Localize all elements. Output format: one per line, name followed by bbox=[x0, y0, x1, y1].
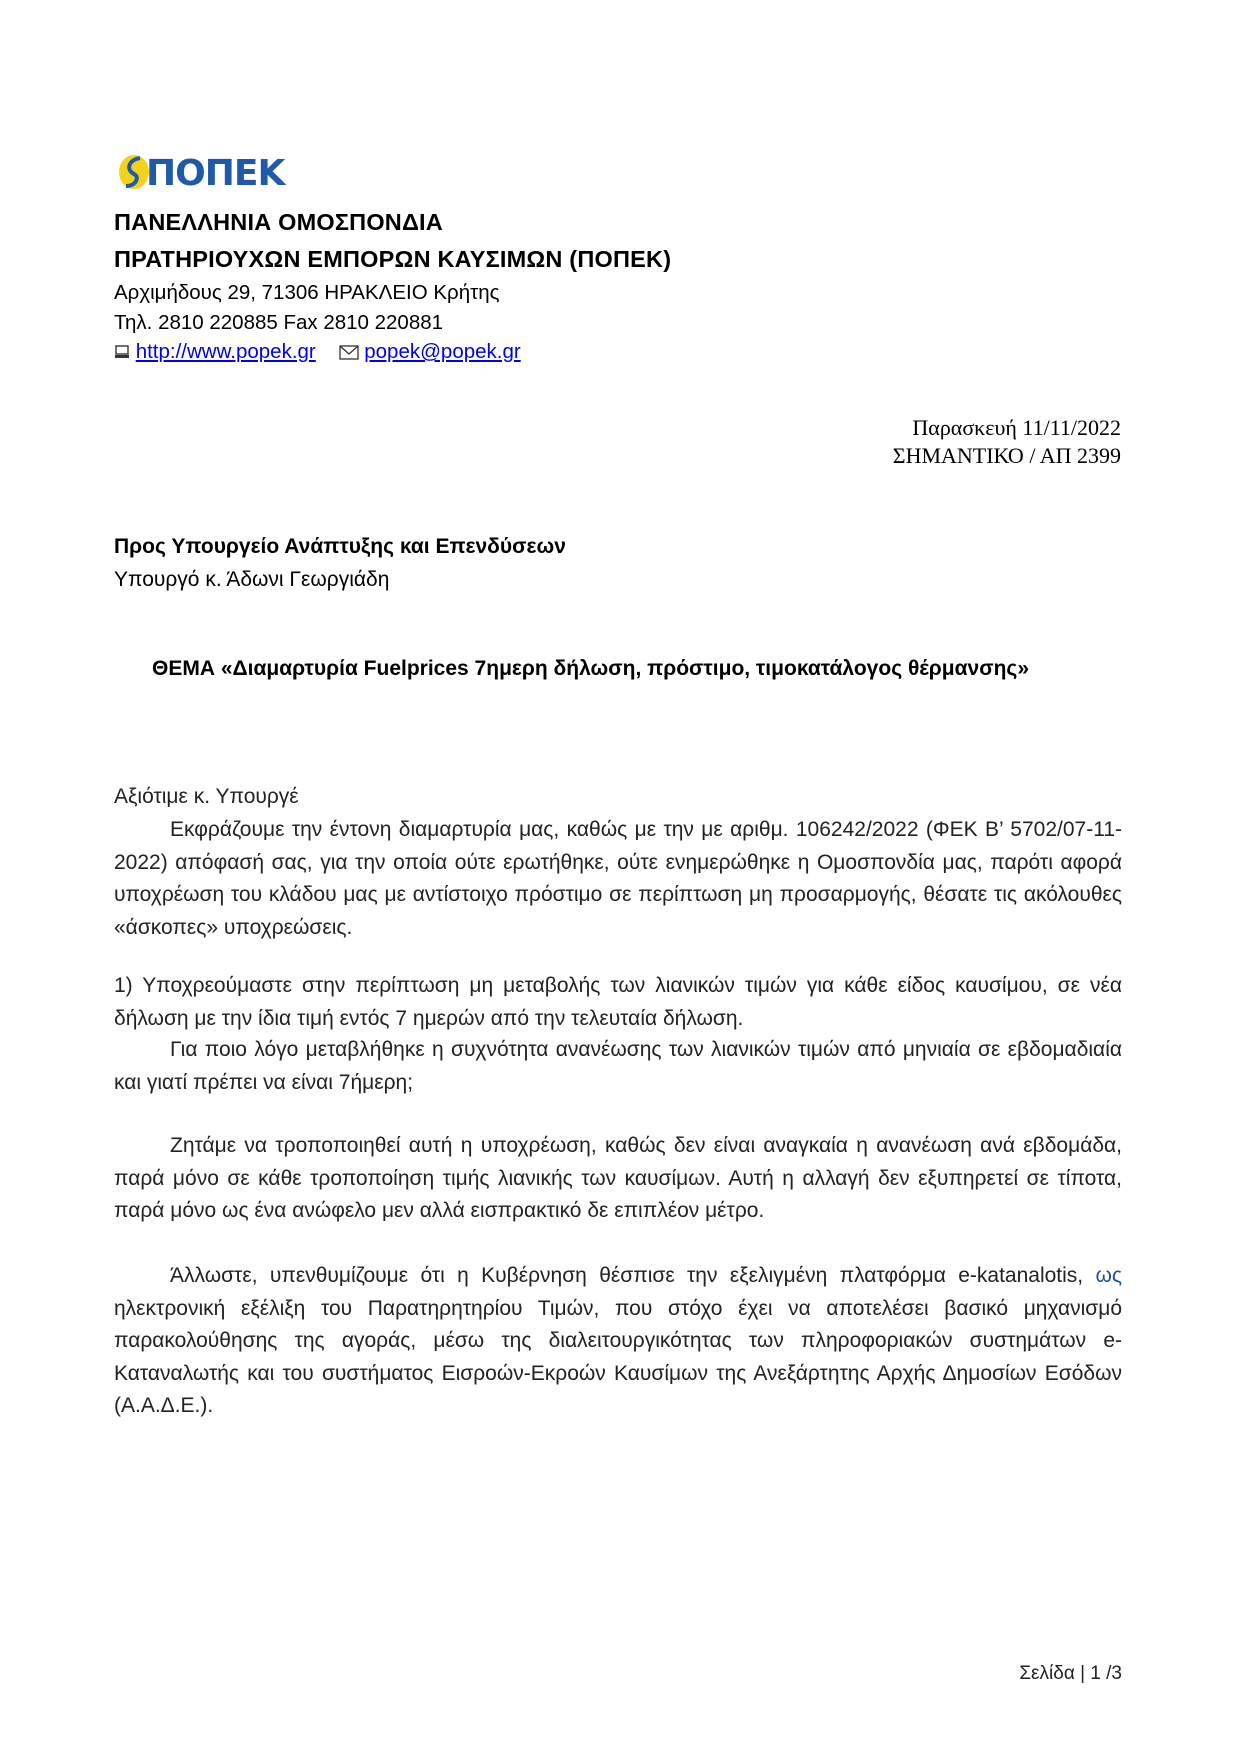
popek-logo bbox=[118, 150, 298, 198]
computer-icon bbox=[114, 344, 130, 360]
paragraph-5 bbox=[114, 1260, 1122, 1423]
paragraph-4: Ζητάμε να τροποποιηθεί αυτή η υποχρέωση, καθώς δεν είναι αναγκαία η ανανέωση ανά εβδομάδα, παρά μόνο σε κάθε τροποποίηση τιμής λιανικής των καυσίμων. Αυτή η αλλαγή δεν εξυπηρετεί σε τίποτα, παρά μόνο ως ένα ανώφελο μεν αλλά εισπρακτικό δε επιπλέον μέτρο. bbox=[114, 1134, 1122, 1222]
paragraph-1: Εκφράζουμε την έντονη διαμαρτυρία μας, καθώς με την με αριθμ. 106242/2022 (ΦΕΚ Β’ 5702/07-11-2022) απόφασή σας, για την οποία ούτε ερωτήθηκε, ούτε ενημερώθηκε η Ομοσπονδία μας, παρότι αφορά υποχρέωση του κλάδου μας με αντίστοιχο πρόστιμο σε περίπτωση μη προσαρμογής, θέσατε τις ακόλουθες «άσκοπες» υποχρεώσεις. bbox=[114, 818, 1122, 939]
salutation: Αξιότιμε κ. Υπουργέ bbox=[114, 785, 299, 808]
org-address: Αρχιμήδους 29, 71306 ΗΡΑΚΛΕΙΟ Κρήτης bbox=[114, 281, 500, 304]
page-number: Σελίδα | 1 /3 bbox=[1019, 1663, 1122, 1684]
org-name-line1: ΠΑΝΕΛΛΗΝΙΑ ΟΜΟΣΠΟΝΔΙΑ bbox=[114, 209, 443, 235]
logo-text: ΠΟΠΕΚ bbox=[146, 153, 285, 194]
envelope-icon bbox=[339, 345, 359, 360]
org-phone: Τηλ. 2810 220885 Fax 2810 220881 bbox=[114, 311, 444, 334]
paragraph-5-part-a: Άλλωστε, υπενθυμίζουμε ότι η Κυβέρνηση θέσπισε την εξελιγμένη πλατφόρμα e-katanalotis, bbox=[170, 1264, 1096, 1287]
website-link[interactable]: http://www.popek.gr bbox=[135, 340, 316, 363]
paragraph-2: 1) Υποχρεούμαστε στην περίπτωση μη μεταβολής των λιανικών τιμών για κάθε είδος καυσίμου, σε νέα δήλωση με την ίδια τιμή εντός 7 ημερών από την τελευταία δήλωση. bbox=[114, 974, 1122, 1030]
letter-subject: ΘΕΜΑ «Διαμαρτυρία Fuelprices 7ημερη δήλωση, πρόστιμο, τιμοκατάλογος θέρμανσης» bbox=[152, 657, 1029, 680]
org-contact-line bbox=[114, 340, 521, 364]
letter-date: Παρασκευή 11/11/2022 bbox=[912, 415, 1121, 440]
paragraph-3: Για ποιο λόγο μεταβλήθηκε η συχνότητα ανανέωσης των λιανικών τιμών από μηνιαία σε εβδομαδιαία και γιατί πρέπει να είναι 7ήμερη; bbox=[114, 1038, 1122, 1094]
recipient-ministry: Προς Υπουργείο Ανάπτυξης και Επενδύσεων bbox=[114, 535, 566, 558]
letter-reference: ΣΗΜΑΝΤΙΚΟ / ΑΠ 2399 bbox=[892, 443, 1121, 468]
paragraph-5-part-c: ηλεκτρονική εξέλιξη του Παρατηρητηρίου Τιμών, που στόχο έχει να αποτελέσει βασικό μηχανισμό παρακολούθησης της αγοράς, μέσω της διαλειτουργικότητας των πληροφοριακών συστημάτων e-Καταναλωτής και του συστήματος Εισροών-Εκροών Καυσίμων της Ανεξάρτητης Αρχής Δημοσίων Εσόδων (Α.Α.Δ.Ε.). bbox=[114, 1296, 1122, 1417]
org-name-line2: ΠΡΑΤΗΡΙΟΥΧΩΝ ΕΜΠΟΡΩΝ ΚΑΥΣΙΜΩΝ (ΠΟΠΕΚ) bbox=[114, 246, 672, 272]
recipient-minister: Υπουργό κ. Άδωνι Γεωργιάδη bbox=[114, 568, 390, 591]
email-link[interactable]: popek@popek.gr bbox=[364, 340, 521, 363]
paragraph-5-highlight: ως bbox=[1095, 1264, 1122, 1287]
